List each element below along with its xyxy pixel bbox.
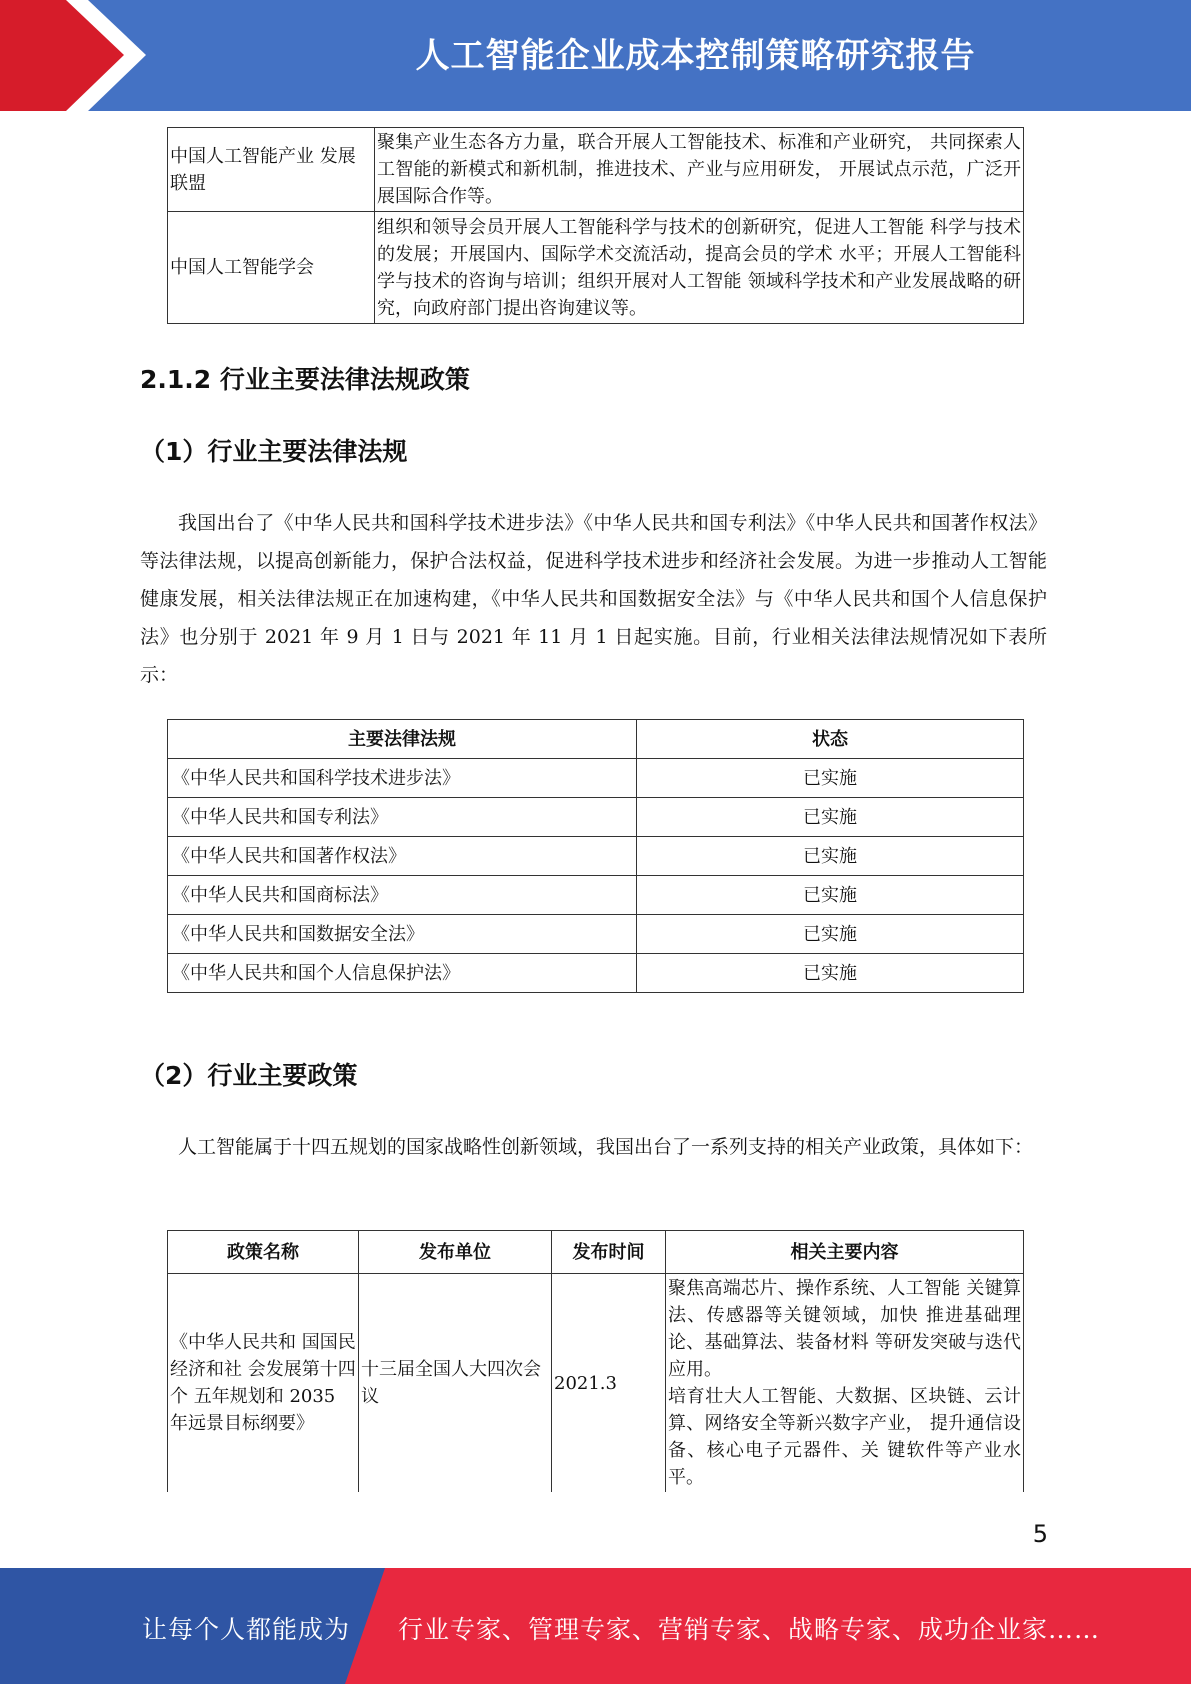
org-name-cell: 中国人工智能产业 发展联盟	[168, 128, 375, 212]
column-header: 政策名称	[168, 1231, 359, 1274]
column-header: 发布单位	[359, 1231, 552, 1274]
table-row	[168, 1274, 1024, 1493]
law-status-cell: 已实施	[637, 837, 1024, 876]
policy-unit-cell: 十三届全国人大四次会议	[359, 1274, 552, 1493]
column-header: 发布时间	[552, 1231, 666, 1274]
policy-content-para: 聚焦高端芯片、操作系统、人工智能 关键算法、传感器等关键领域，加快 推进基础理论、基础算法、装备材料 等研发突破与迭代应用。	[668, 1278, 1021, 1380]
law-name-cell: 《中华人民共和国科学技术进步法》	[168, 759, 637, 798]
page-footer	[0, 1568, 1191, 1684]
law-status-cell: 已实施	[637, 798, 1024, 837]
policy-content-cell	[666, 1274, 1024, 1493]
subsection-heading-policies: （2）行业主要政策	[140, 1061, 358, 1090]
law-status-cell: 已实施	[637, 915, 1024, 954]
law-status-cell: 已实施	[637, 759, 1024, 798]
law-name-cell: 《中华人民共和国个人信息保护法》	[168, 954, 637, 993]
page-number: 5	[1032, 1520, 1048, 1548]
table-row	[168, 759, 1024, 798]
table-row	[168, 128, 1024, 212]
policy-name-cell: 《中华人民共和 国国民经济和社 会发展第十四个 五年规划和 2035 年远景目标纲要》	[168, 1274, 359, 1493]
table-row	[168, 915, 1024, 954]
organization-table	[167, 127, 1024, 324]
table-row	[168, 876, 1024, 915]
laws-paragraph: 我国出台了《中华人民共和国科学技术进步法》《中华人民共和国专利法》《中华人民共和国著作权法》等法律法规，以提高创新能力，保护合法权益，促进科学技术进步和经济社会发展。为进一步推动人工智能健康发展，相关法律法规正在加速构建，《中华人民共和国数据安全法》与《中华人民共和国个人信息保护法》也分别于 2021 年 9 月 1 日与 2021 年 11 月 1 日起实施。目前，行业相关法律法规情况如下表所示：	[140, 512, 1047, 686]
table-row	[168, 212, 1024, 324]
column-header: 主要法律法规	[168, 720, 637, 759]
subsection-heading-laws: （1）行业主要法律法规	[140, 437, 408, 466]
law-status-cell: 已实施	[637, 954, 1024, 993]
law-name-cell: 《中华人民共和国专利法》	[168, 798, 637, 837]
org-name-cell: 中国人工智能学会	[168, 212, 375, 324]
report-title: 人工智能企业成本控制策略研究报告	[415, 36, 976, 76]
footer-slogan-left: 让每个人都能成为	[142, 1615, 351, 1644]
org-desc-cell: 聚集产业生态各方力量，联合开展人工智能技术、标准和产业研究， 共同探索人工智能的新模式和新机制，推进技术、产业与应用研发， 开展试点示范，广泛开展国际合作等。	[375, 128, 1024, 212]
law-name-cell: 《中华人民共和国数据安全法》	[168, 915, 637, 954]
policy-content-para: 培育壮大人工智能、大数据、区块链、云计算、网络安全等新兴数字产业， 提升通信设备、核心电子元器件、关 键软件等产业水平。	[668, 1386, 1021, 1488]
policy-table	[167, 1230, 1024, 1492]
column-header: 相关主要内容	[666, 1231, 1024, 1274]
page-header	[0, 0, 1191, 111]
header-arrow-decoration	[0, 0, 160, 111]
laws-table	[167, 719, 1024, 993]
table-header-row	[168, 720, 1024, 759]
law-name-cell: 《中华人民共和国商标法》	[168, 876, 637, 915]
law-name-cell: 《中华人民共和国著作权法》	[168, 837, 637, 876]
policy-date-cell: 2021.3	[552, 1274, 666, 1493]
column-header: 状态	[637, 720, 1024, 759]
law-status-cell: 已实施	[637, 876, 1024, 915]
table-row	[168, 798, 1024, 837]
table-row	[168, 954, 1024, 993]
section-heading: 2.1.2 行业主要法律法规政策	[140, 365, 470, 394]
org-desc-cell: 组织和领导会员开展人工智能科学与技术的创新研究，促进人工智能 科学与技术的发展；开展国内、国际学术交流活动，提高会员的学术 水平；开展人工智能科学与技术的咨询与培训；组织开展对人工智能 领域科学技术和产业发展战略的研究，向政府部门提出咨询建议等。	[375, 212, 1024, 324]
policies-paragraph: 人工智能属于十四五规划的国家战略性创新领域，我国出台了一系列支持的相关产业政策，具体如下：	[178, 1136, 1034, 1158]
table-row	[168, 837, 1024, 876]
table-header-row	[168, 1231, 1024, 1274]
footer-slogan-right: 行业专家、管理专家、营销专家、战略专家、成功企业家……	[398, 1615, 1101, 1644]
